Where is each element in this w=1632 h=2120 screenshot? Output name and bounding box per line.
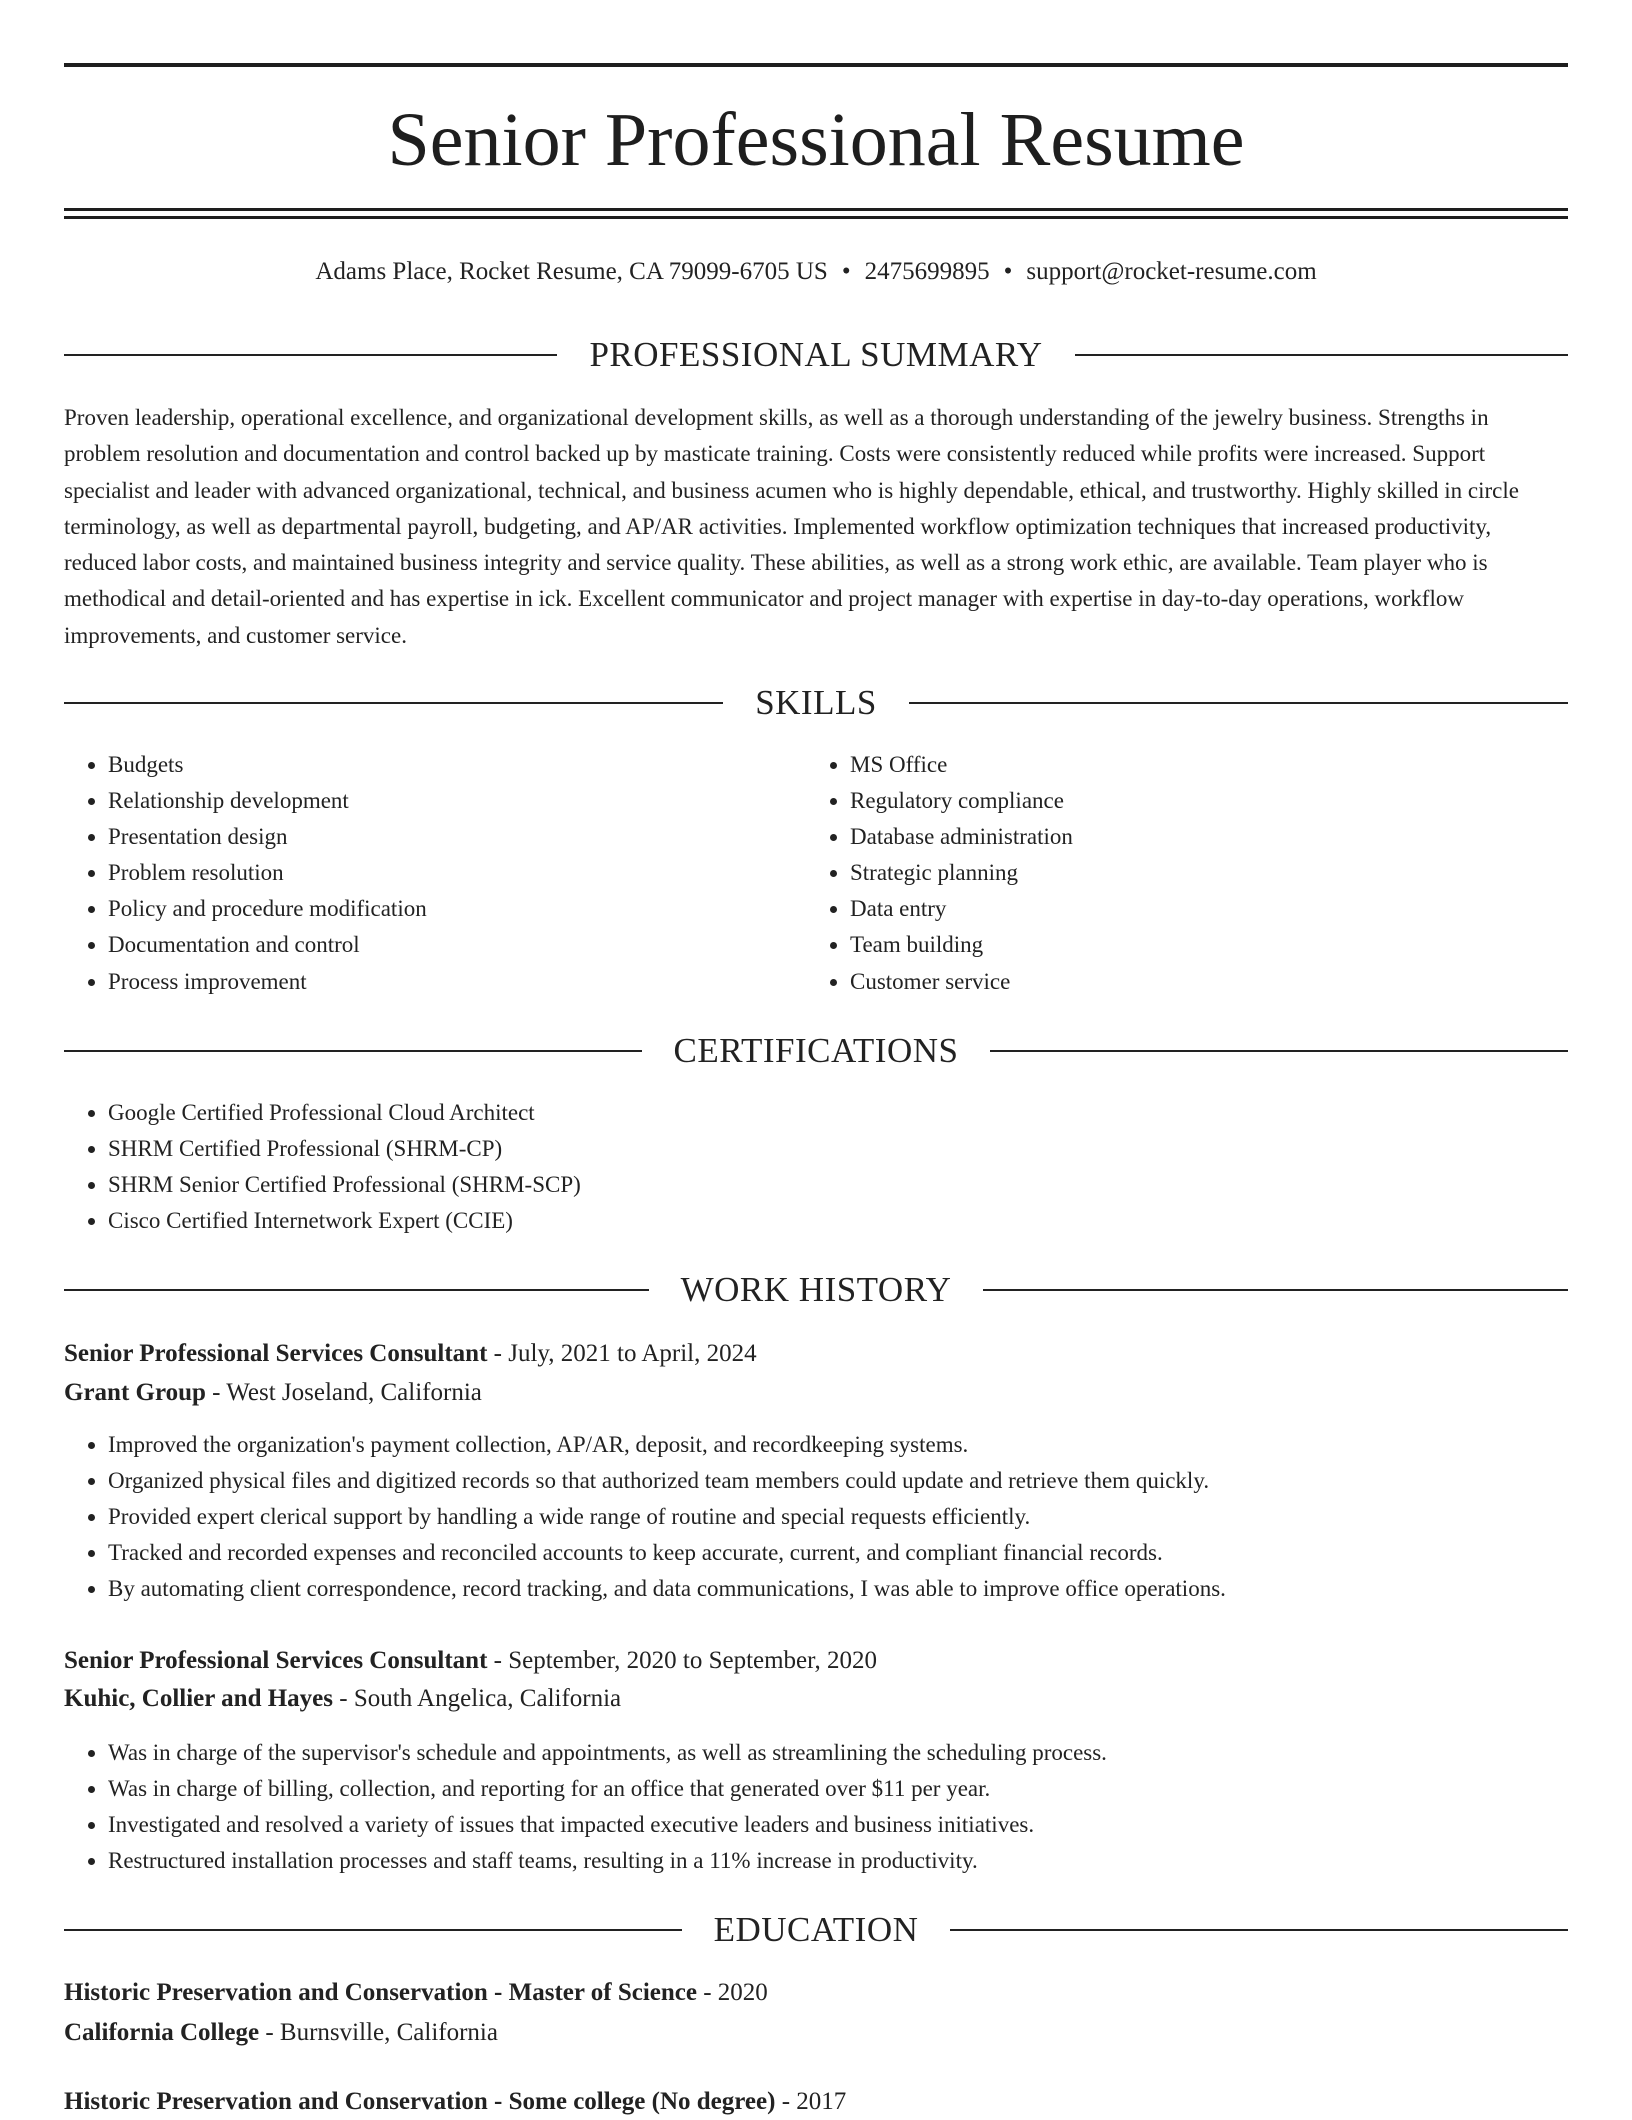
job-bullet: • Was in charge of the supervisor's schedule and appointments, as well as streamlining the scheduling process.: [108, 1735, 1564, 1771]
job-title: Senior Professional Services Consultant: [64, 1340, 488, 1367]
education-year: - 2017: [775, 2088, 847, 2115]
job-bullet: • By automating client correspondence, record tracking, and data communications, I was able to improve office operations.: [108, 1571, 1564, 1607]
section-rule: [909, 702, 1568, 704]
job-title-line: [64, 1336, 757, 1372]
job-bullet: • Investigated and resolved a variety of issues that impacted executive leaders and business initiatives.: [108, 1807, 1564, 1843]
summary-text: Proven leadership, operational excellence, and organizational development skills, as well as a thorough understanding of the jewelry business. Strengths in problem resolution and documentation and control backed up by masticate training. Costs were consistently reduced while profits were increased. Support specialist and leader with advanced organizational, technical, and business acumen who is highly dependable, ethical, and trustworthy. Highly skilled in circle terminology, as well as departmental payroll, budgeting, and AP/AR activities. Implemented workflow optimization techniques that increased productivity, reduced labor costs, and maintained business integrity and service quality. These abilities, as well as a strong work ethic, are available. Team player who is methodical and detail-oriented and has expertise in ick. Excellent communicator and project manager with expertise in day-to-day operations, workflow improvements, and customer service.: [64, 405, 1519, 648]
certifications-heading: CERTIFICATIONS: [673, 1031, 959, 1070]
certification-item: • Cisco Certified Internetwork Expert (CCIE): [108, 1203, 1364, 1239]
job-location: - South Angelica, California: [333, 1685, 622, 1712]
skill-item: • Documentation and control: [108, 927, 764, 963]
skill-item: • MS Office: [850, 747, 1506, 783]
job-company: Grant Group: [64, 1379, 206, 1406]
skill-item: • Data entry: [850, 891, 1506, 927]
skill-item: • Regulatory compliance: [850, 783, 1506, 819]
job-bullet: • Provided expert clerical support by handling a wide range of routine and special requests efficiently.: [108, 1499, 1564, 1535]
page-title: Senior Professional Resume: [387, 98, 1245, 182]
certifications-list: [64, 1095, 1364, 1239]
education-location: - Burnsville, California: [259, 2019, 498, 2046]
job-bullet: • Tracked and recorded expenses and reconciled accounts to keep accurate, current, and compliant financial records.: [108, 1535, 1564, 1571]
skill-item: • Relationship development: [108, 783, 764, 819]
skill-item: • Team building: [850, 927, 1506, 963]
section-rule: [64, 354, 557, 356]
work-heading: WORK HISTORY: [680, 1270, 952, 1309]
education-school-line: [64, 2015, 498, 2051]
education-section-header: [64, 1910, 1568, 1950]
education-degree-line: [64, 1975, 768, 2011]
skill-item: • Presentation design: [108, 819, 764, 855]
contact-email: support@rocket-resume.com: [1026, 258, 1317, 285]
skills-section-header: [64, 683, 1568, 723]
job-bullet: • Improved the organization's payment collection, AP/AR, deposit, and recordkeeping systems.: [108, 1427, 1564, 1463]
skills-column-right: [806, 747, 1506, 1000]
section-rule: [64, 702, 723, 704]
education-heading: EDUCATION: [713, 1910, 919, 1949]
job-dates: - September, 2020 to September, 2020: [487, 1647, 877, 1674]
skill-item: • Problem resolution: [108, 855, 764, 891]
top-rule: [64, 63, 1568, 67]
job-bullets: [64, 1735, 1564, 1879]
contact-separator: •: [841, 258, 851, 285]
skill-item: • Budgets: [108, 747, 764, 783]
contact-address: Adams Place, Rocket Resume, CA 79099-6705 US: [315, 258, 828, 285]
certification-item: • SHRM Senior Certified Professional (SHRM-SCP): [108, 1167, 1364, 1203]
certification-item: • SHRM Certified Professional (SHRM-CP): [108, 1131, 1364, 1167]
job-location: - West Joseland, California: [205, 1379, 482, 1406]
contact-phone: 2475699895: [864, 258, 990, 285]
section-rule: [1075, 354, 1568, 356]
contact-info: [0, 254, 1632, 290]
section-rule: [983, 1289, 1568, 1291]
section-rule: [990, 1050, 1568, 1052]
contact-separator: •: [1003, 258, 1013, 285]
summary-section-header: [64, 335, 1568, 375]
certifications-section-header: [64, 1031, 1568, 1071]
skill-item: • Process improvement: [108, 964, 764, 1000]
job-dates: - July, 2021 to April, 2024: [487, 1340, 757, 1367]
section-rule: [64, 1929, 682, 1931]
job-company-line: [64, 1681, 621, 1717]
job-bullet: • Restructured installation processes and staff teams, resulting in a 11% increase in productivity.: [108, 1843, 1564, 1879]
job-bullet: • Organized physical files and digitized records so that authorized team members could update and retrieve them quickly.: [108, 1463, 1564, 1499]
skill-item: • Strategic planning: [850, 855, 1506, 891]
education-degree-line: [64, 2084, 846, 2120]
skill-item: • Customer service: [850, 964, 1506, 1000]
education-degree: Historic Preservation and Conservation - Some college (No degree): [64, 2088, 776, 2115]
job-company-line: [64, 1375, 482, 1411]
skills-heading: SKILLS: [755, 683, 877, 722]
education-school: California College: [64, 2019, 260, 2046]
title-rule-lower: [64, 216, 1568, 219]
education-degree: Historic Preservation and Conservation - Master of Science: [64, 1979, 697, 2006]
section-rule: [950, 1929, 1568, 1931]
certification-item: • Google Certified Professional Cloud Architect: [108, 1095, 1364, 1131]
job-company: Kuhic, Collier and Hayes: [64, 1685, 334, 1712]
job-bullet: • Was in charge of billing, collection, and reporting for an office that generated over $11 per year.: [108, 1771, 1564, 1807]
title-rule-upper: [64, 208, 1568, 211]
job-title-line: [64, 1643, 877, 1679]
skills-column-left: [64, 747, 764, 1000]
job-bullets: [64, 1427, 1564, 1607]
skill-item: • Policy and procedure modification: [108, 891, 764, 927]
skill-item: • Database administration: [850, 819, 1506, 855]
section-rule: [64, 1289, 649, 1291]
job-title: Senior Professional Services Consultant: [64, 1647, 488, 1674]
work-section-header: [64, 1270, 1568, 1310]
summary-heading: PROFESSIONAL SUMMARY: [589, 335, 1043, 374]
education-year: - 2020: [696, 1979, 768, 2006]
section-rule: [64, 1050, 642, 1052]
